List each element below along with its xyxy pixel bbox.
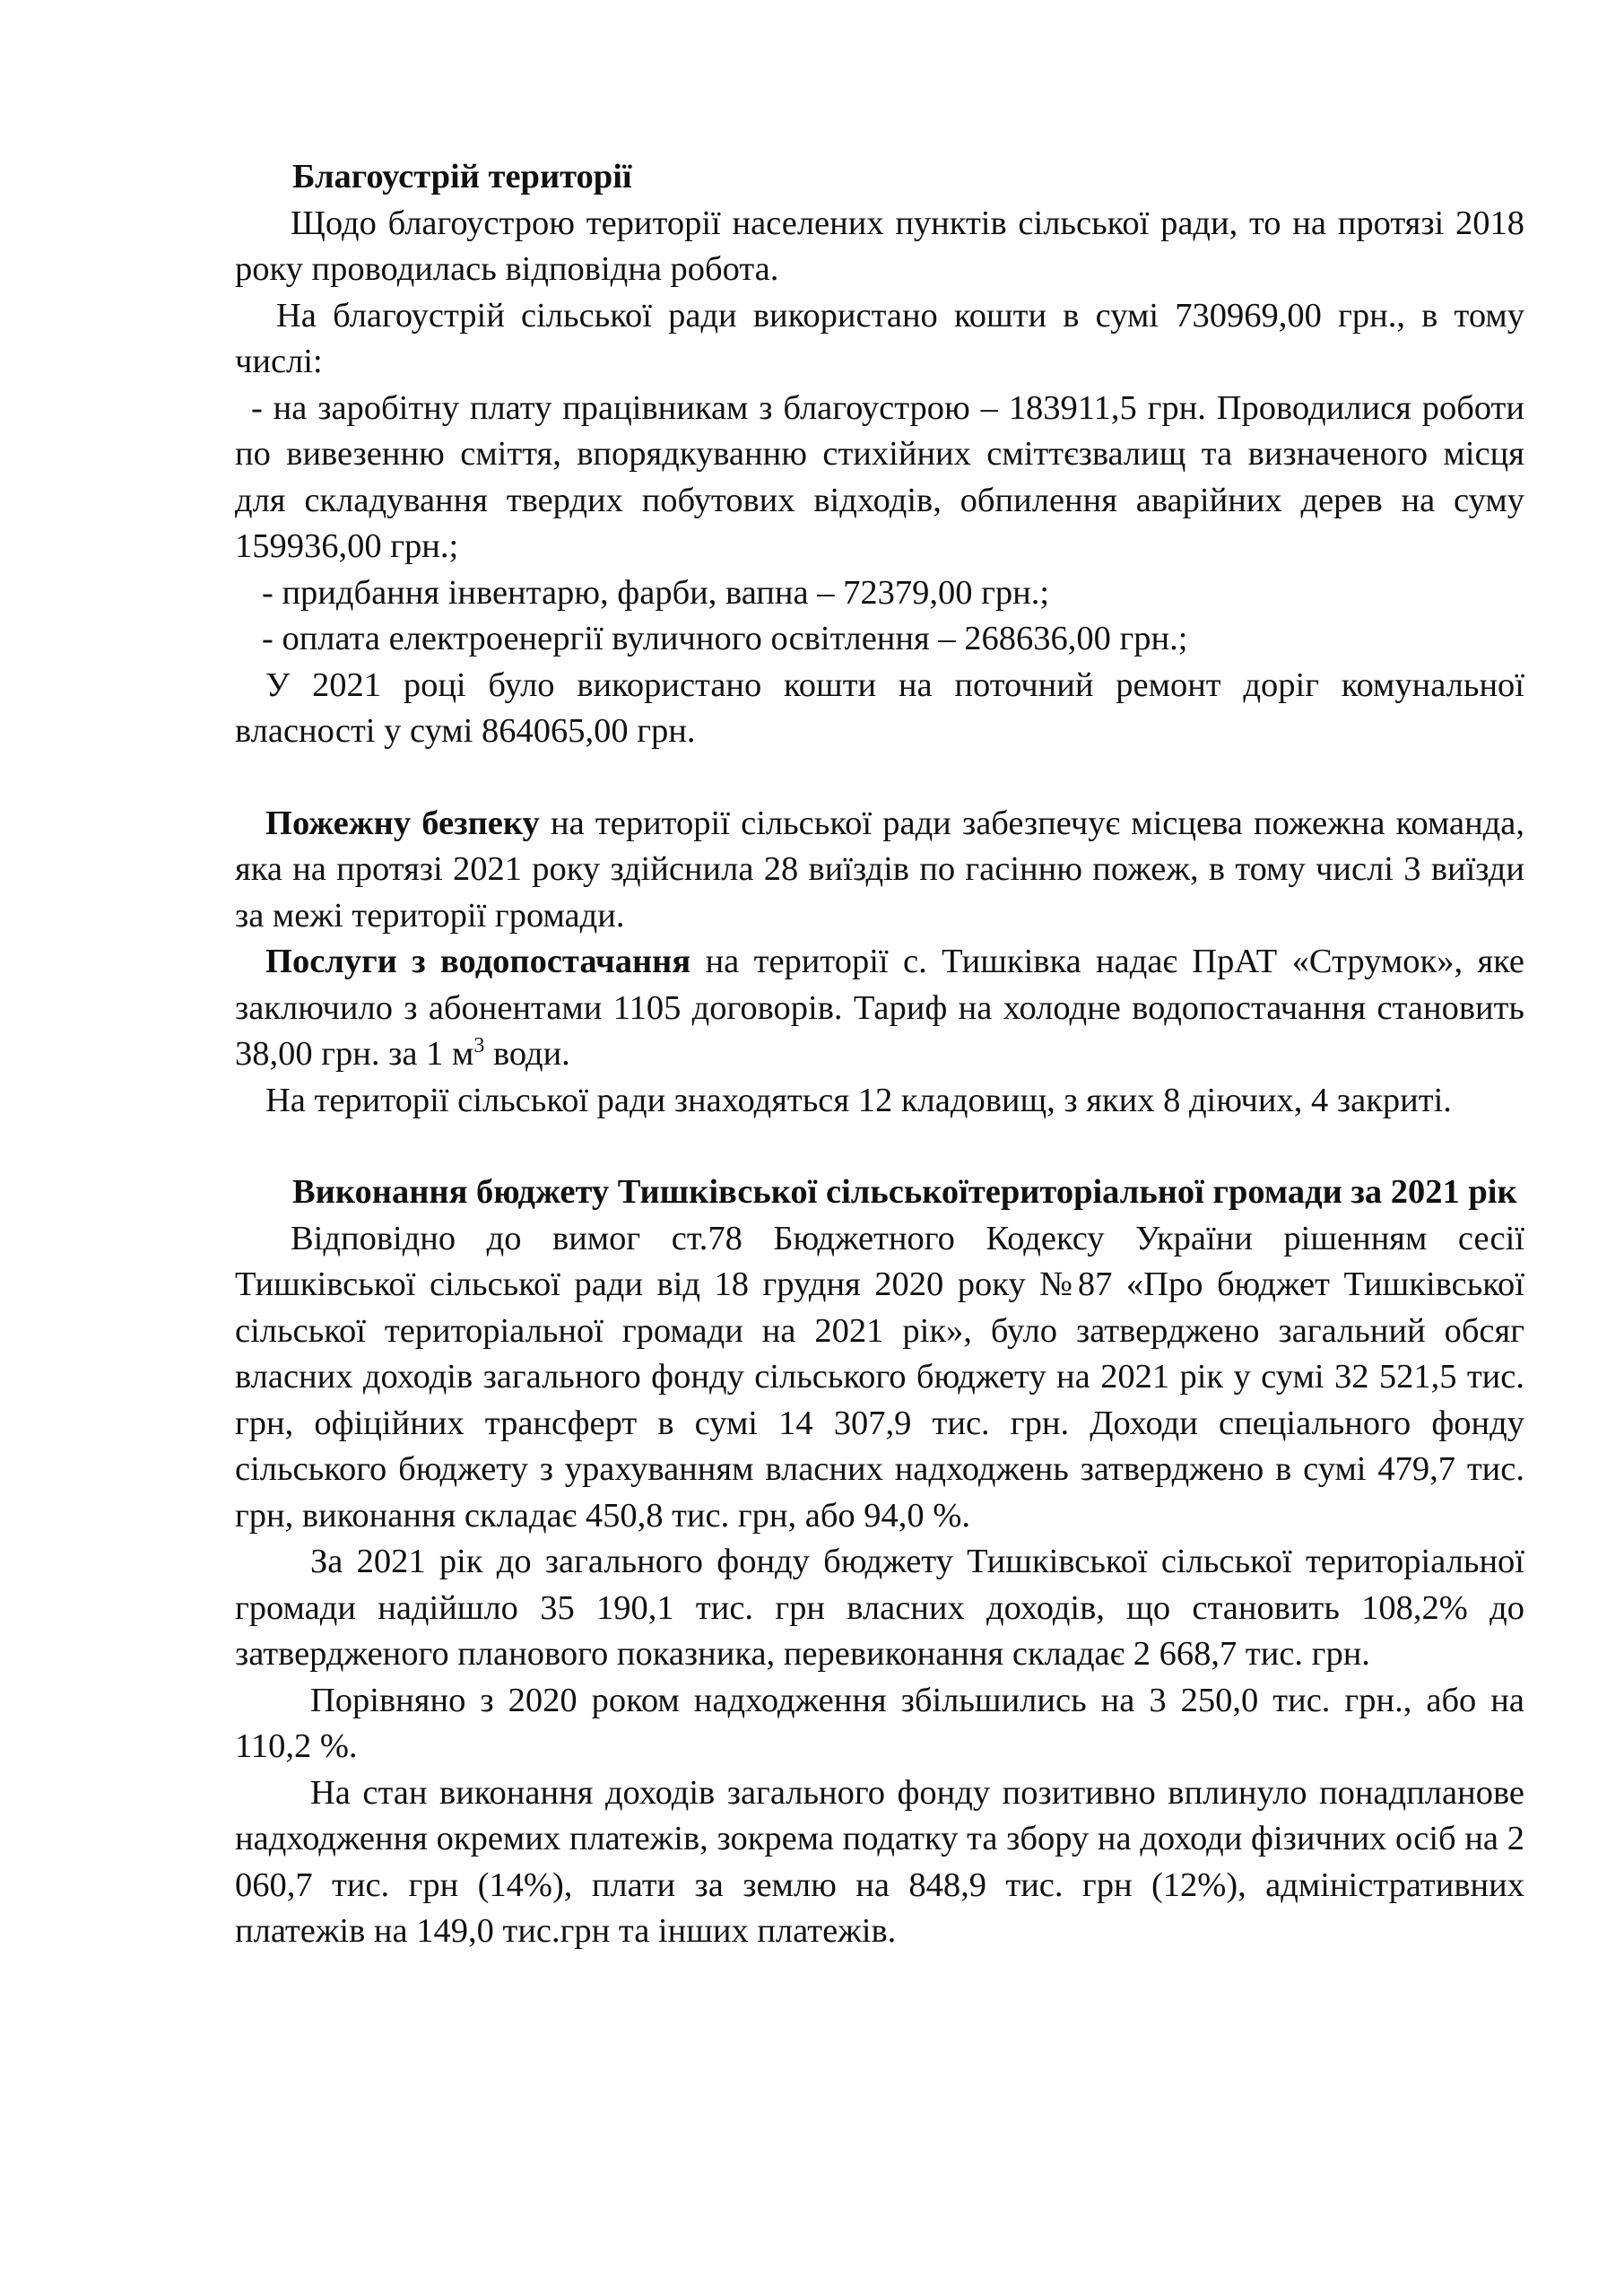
list-item: - придбання інвентарю, фарби, вапна – 72379,00 грн.; [262, 573, 1050, 612]
spacer [235, 1124, 1524, 1170]
paragraph-text: на території с. Тишківка надає ПрАТ «Струмок», яке заключило з абонентами 1105 договорів. Тариф на холодне водопостачання становить 38,00 грн. за 1 м [235, 943, 1524, 1073]
superscript: 3 [473, 1034, 485, 1058]
list-item: - оплата електроенергії вуличного освітлення – 268636,00 грн.; [262, 620, 1188, 657]
bold-lead-fire-safety: Пожежну безпеку [265, 804, 540, 842]
paragraph: У 2021 році було використано кошти на поточний ремонт доріг комунальної власності у сумі 864065,00 грн. [235, 665, 1524, 750]
bold-lead-water-supply: Послуги з водопостачання [265, 943, 691, 980]
paragraph: Щодо благоустрою території населених пунктів сільської ради, то на протязі 2018 року проводилась відповідна робота. [235, 204, 1524, 288]
paragraph-text: води. [484, 1035, 570, 1073]
paragraph: Відповідно до вимог ст.78 Бюджетного Кодексу України рішенням сесії Тишківської сільської ради від 18 грудня 2020 року №87 «Про бюджет Тишківської сільської територіальної громади на 2021 рік», було затверджено загальний обсяг власних доходів загального фонду сільського бюджету на 2021 рік у сумі 32 521,5 тис. грн, офіційних трансферт в сумі 14 307,9 тис. грн. Доходи спеціального фонду сільського бюджету з урахуванням власних надходжень затверджено в сумі 479,7 тис. грн, виконання складає 450,8 тис. грн, або 94,0 %. [235, 1219, 1524, 1535]
paragraph: За 2021 рік до загального фонду бюджету Тишківської сільської територіальної громади надійшло 35 190,1 тис. грн власних доходів, що становить 108,2% до затвердженого планового показника, перевиконання складає 2 668,7 тис. грн. [235, 1543, 1524, 1673]
paragraph-text: на території сільської ради забезпечує місцева пожежна команда, яка на протязі 2021 року здійснила 28 виїздів по гасінню пожеж, в тому числі 3 виїзди за межі території громади. [235, 804, 1525, 935]
section-heading-budget: Виконання бюджету Тишківської сільськоїтериторіальної громади за 2021 рік [292, 1173, 1517, 1211]
spacer [235, 755, 1524, 801]
paragraph: На благоустрій сільської ради використано кошти в сумі 730969,00 грн., в тому числі: [235, 296, 1524, 380]
paragraph-cemeteries: На території сільської ради знаходяться 12 кладовищ, з яких 8 діючих, 4 закриті. [265, 1081, 1452, 1119]
paragraph-water-supply [235, 939, 1524, 1078]
section-heading-landscaping: Благоустрій території [292, 158, 632, 196]
paragraph: На стан виконання доходів загального фонду позитивно вплинуло понадпланове надходження окремих платежів, зокрема податку та збору на доходи фізичних осіб на 2 060,7 тис. грн (14%), плати за землю на 848,9 тис. грн (12%), адміністративних платежів на 149,0 тис.грн та інших платежів. [235, 1773, 1524, 1950]
list-item: - на заробітну плату працівникам з благоустрою – 183911,5 грн. Проводилися роботи по вивезенню сміття, впорядкуванню стихійних сміттєзвалищ та визначеного місця для складування твердих побутових відходів, обпилення аварійних дерев на суму 159936,00 грн.; [235, 388, 1524, 565]
paragraph: Порівняно з 2020 роком надходження збільшились на 3 250,0 тис. грн., або на 110,2 %. [235, 1681, 1524, 1765]
document-page [235, 154, 1524, 1955]
paragraph-fire-safety [235, 801, 1524, 940]
